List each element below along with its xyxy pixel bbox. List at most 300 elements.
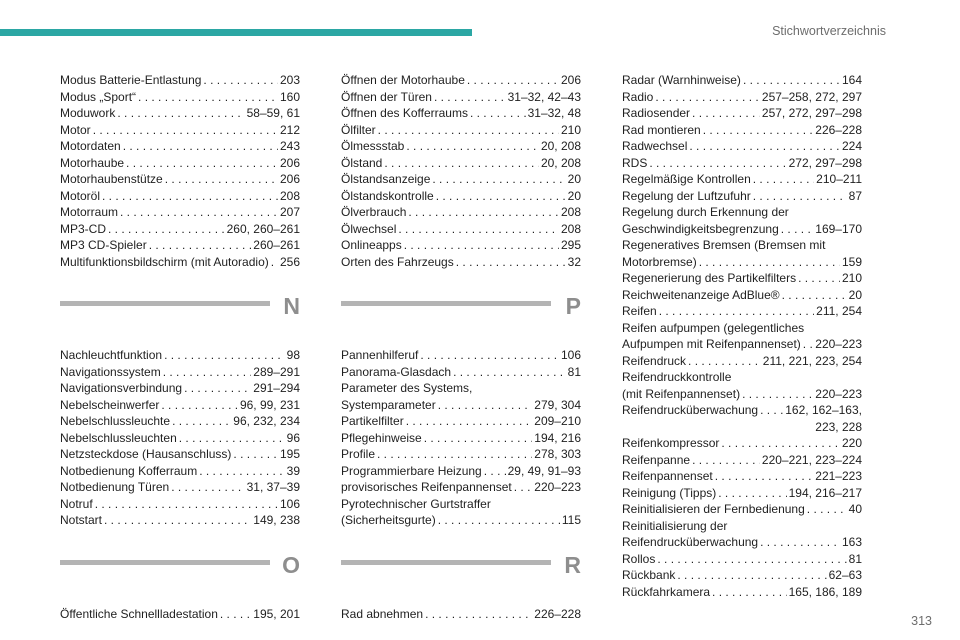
- section-letter: O: [282, 551, 300, 578]
- dot-leader: [753, 188, 847, 205]
- index-entry: [622, 320, 862, 337]
- entry-term: Rollos: [622, 551, 656, 566]
- entry-pages: 279, 304: [534, 397, 581, 412]
- entry-term: Notstart: [60, 513, 103, 527]
- index-entry: [60, 430, 300, 447]
- index-entry: [341, 380, 581, 397]
- entry-term: Reifendruck: [622, 353, 687, 368]
- dot-leader: [199, 463, 284, 480]
- entry-pages: 195, 201: [253, 606, 300, 621]
- entry-pages: 210: [560, 122, 581, 137]
- entry-term: Pannenhilferuf: [341, 348, 419, 362]
- dot-leader: [514, 479, 533, 496]
- section-divider-o: [60, 551, 300, 600]
- entry-term: Rückfahrkamera: [622, 584, 711, 599]
- index-entry: [622, 435, 862, 452]
- index-entry: [622, 254, 862, 271]
- index-entry: [60, 237, 300, 254]
- entry-term: Reifenpanne: [622, 452, 691, 467]
- entry-term: Notruf: [60, 496, 93, 511]
- entry-pages: 194, 216: [534, 430, 581, 445]
- dot-leader: [117, 105, 244, 122]
- index-entry: [341, 430, 581, 447]
- dot-leader: [384, 155, 539, 172]
- entry-pages: 165, 186, 189: [788, 584, 862, 599]
- index-entry: [622, 534, 862, 551]
- entry-pages: 106: [279, 496, 300, 511]
- index-entry: [622, 369, 862, 386]
- dot-leader: [798, 270, 840, 287]
- index-entry: [60, 606, 300, 623]
- entry-term: Nachleuchtfunktion: [60, 348, 163, 362]
- entry-term: Regenerierung des Partikelfilters: [622, 271, 797, 285]
- entry-pages: 31–32, 48: [527, 106, 581, 120]
- entry-pages: 226–228: [815, 122, 862, 137]
- entry-term: Reinitialisieren der Fernbedienung: [622, 502, 805, 516]
- index-entry: [622, 303, 862, 320]
- index-entry: [622, 336, 862, 353]
- dot-leader: [438, 397, 533, 414]
- entry-pages: 209–210: [534, 414, 581, 428]
- entry-pages: 208: [560, 221, 581, 236]
- entry-term: provisorisches Reifenpannenset: [341, 480, 512, 494]
- dot-leader: [432, 171, 565, 188]
- entry-term: Ölmessstab: [341, 139, 405, 153]
- dot-leader: [456, 254, 566, 271]
- index-entry: [60, 138, 300, 155]
- entry-term: Reifenkompressor: [622, 436, 720, 450]
- entry-term: Orten des Fahrzeugs: [341, 254, 454, 269]
- entry-pages: 206: [560, 73, 581, 87]
- entry-pages: 96: [286, 430, 300, 445]
- dot-leader: [434, 89, 506, 106]
- dot-leader: [470, 105, 526, 122]
- entry-term: Panorama-Glasdach: [341, 364, 452, 379]
- entry-pages: 208: [560, 205, 581, 219]
- entry-term: (mit Reifenpannenset): [622, 386, 741, 401]
- section-letter: R: [564, 551, 581, 578]
- index-entry: [341, 204, 581, 221]
- dot-leader: [233, 446, 278, 463]
- entry-term: Radiosender: [622, 106, 691, 120]
- entry-term: RDS: [622, 155, 648, 170]
- dot-leader: [753, 171, 814, 188]
- entry-term: Parameter des Systems,: [341, 381, 473, 395]
- entry-pages: 291–294: [253, 381, 300, 395]
- entry-pages: 226–228: [534, 606, 581, 621]
- dot-leader: [108, 221, 225, 238]
- index-entry: [60, 446, 300, 463]
- entry-term: Profile: [341, 447, 376, 461]
- entry-pages: 58–59, 61: [246, 106, 300, 120]
- entry-pages: 208: [279, 188, 300, 203]
- index-entry: [60, 380, 300, 397]
- index-entry: [622, 485, 862, 502]
- entry-pages: 221–223: [815, 469, 862, 483]
- entry-pages: 87: [848, 188, 862, 203]
- entry-pages: 260, 260–261: [226, 221, 300, 236]
- entry-pages: 163: [841, 535, 862, 549]
- index-entry: [622, 171, 862, 188]
- index-entry: [622, 468, 862, 485]
- entry-term: Regeneratives Bremsen (Bremsen mit: [622, 238, 826, 252]
- index-entry: [60, 254, 300, 271]
- entry-pages: 256: [279, 254, 300, 269]
- entry-term: Öffnen der Türen: [341, 89, 432, 104]
- index-entry: [341, 446, 581, 463]
- entry-pages: 162, 162–163,: [785, 403, 862, 417]
- entry-pages: 81: [567, 364, 581, 379]
- entry-term: Radwechsel: [622, 139, 688, 153]
- index-entry: [622, 122, 862, 139]
- dot-leader: [718, 485, 786, 502]
- index-entry: [622, 567, 862, 584]
- dot-leader: [165, 171, 278, 188]
- index-entry: [60, 397, 300, 414]
- index-entry: [341, 72, 581, 89]
- entry-pages: 106: [560, 348, 581, 362]
- entry-term: Reifenpannenset: [622, 469, 713, 483]
- entry-term: Geschwindigkeitsbegrenzung: [622, 221, 779, 236]
- index-entry: [60, 89, 300, 106]
- dot-leader: [406, 138, 539, 155]
- index-entry: [622, 287, 862, 304]
- index-entry: [341, 105, 581, 122]
- entry-pages: 203: [279, 73, 300, 87]
- entry-term: Motorraum: [60, 205, 119, 219]
- dot-leader: [659, 303, 814, 320]
- dot-leader: [453, 364, 566, 381]
- dot-leader: [807, 501, 847, 518]
- dot-leader: [721, 435, 840, 452]
- entry-term: Radio: [622, 89, 654, 104]
- entry-pages: 149, 238: [253, 513, 300, 527]
- entry-term: Programmierbare Heizung: [341, 463, 482, 478]
- dot-leader: [438, 512, 560, 529]
- entry-term: Aufpumpen mit Reifenpannenset): [622, 337, 801, 351]
- entry-term: Systemparameter: [341, 397, 436, 412]
- dot-leader: [220, 606, 251, 623]
- entry-pages: 220: [841, 436, 862, 450]
- entry-pages: 96, 232, 234: [233, 414, 300, 428]
- entry-term: Modus „Sport“: [60, 89, 137, 104]
- dot-leader: [760, 534, 840, 551]
- entry-pages: 220–221, 223–224: [761, 452, 862, 467]
- entry-pages: 96, 99, 231: [239, 397, 300, 412]
- entry-term: (Sicherheitsgurte): [341, 513, 436, 527]
- dot-leader: [95, 496, 278, 513]
- entry-pages: 194, 216–217: [788, 485, 862, 500]
- dot-leader: [425, 606, 532, 623]
- entry-term: Radar (Warnhinweise): [622, 73, 741, 87]
- index-entry: [622, 584, 862, 601]
- dot-leader: [782, 287, 847, 304]
- index-entry: [341, 122, 581, 139]
- entry-pages: 169–170: [815, 221, 862, 236]
- index-entry: [341, 221, 581, 238]
- entry-pages: 220–223: [534, 480, 581, 494]
- section-divider-p: [341, 293, 581, 341]
- index-entry: [341, 254, 581, 271]
- entry-pages: 32: [567, 254, 581, 269]
- index-entry: [622, 270, 862, 287]
- index-column-2: [341, 72, 581, 622]
- index-entry: [622, 353, 862, 370]
- dot-leader: [171, 479, 244, 496]
- index-entry: [60, 347, 300, 364]
- dot-leader: [120, 204, 278, 221]
- entry-pages: 295: [560, 238, 581, 252]
- entry-term: Ölstand: [341, 155, 383, 170]
- dot-leader: [93, 122, 278, 139]
- entry-term: Motorbremse): [622, 254, 697, 269]
- divider-rule: [60, 301, 270, 306]
- index-entry: [60, 221, 300, 238]
- index-entry: [60, 171, 300, 188]
- entry-pages: 31, 37–39: [246, 480, 300, 494]
- index-entry: [622, 155, 862, 172]
- dot-leader: [742, 386, 813, 403]
- entry-term: Öffnen der Motorhaube: [341, 73, 465, 87]
- index-entry: [341, 171, 581, 188]
- divider-rule: [341, 301, 551, 306]
- entry-pages: 220–223: [815, 386, 862, 401]
- dot-leader: [688, 353, 761, 370]
- entry-pages: 257, 272, 297–298: [761, 106, 862, 120]
- index-entry: [60, 496, 300, 513]
- entry-list-o-cont: [341, 72, 581, 270]
- entry-term: Onlineapps: [341, 238, 402, 252]
- entry-term: Reichweitenanzeige AdBlue®: [622, 287, 780, 302]
- entry-pages: 164: [841, 73, 862, 87]
- index-entry: [622, 501, 862, 518]
- entry-term: Partikelfilter: [341, 414, 404, 428]
- entry-term: Nebelschlussleuchte: [60, 414, 171, 428]
- entry-pages: 224: [841, 139, 862, 153]
- entry-pages: 243: [279, 139, 300, 153]
- index-column-1: [60, 72, 300, 622]
- dot-leader: [781, 221, 814, 238]
- entry-list-r: [341, 606, 581, 623]
- index-entry: [622, 452, 862, 469]
- entry-term: Nebelschlussleuchten: [60, 430, 177, 445]
- index-entry: [341, 413, 581, 430]
- entry-pages: 20, 208: [540, 139, 581, 153]
- index-entry: [341, 237, 581, 254]
- entry-pages: 272, 297–298: [788, 155, 862, 170]
- entry-pages: 20: [567, 172, 581, 186]
- dot-leader: [271, 254, 278, 271]
- entry-term: Öffnen des Kofferraums: [341, 106, 468, 120]
- dot-leader: [803, 336, 814, 353]
- entry-term: Reifendruckkontrolle: [622, 370, 732, 384]
- entry-pages: 210–211: [816, 172, 862, 186]
- dot-leader: [743, 72, 840, 89]
- dot-leader: [203, 72, 278, 89]
- entry-term: Regelung der Luftzufuhr: [622, 188, 751, 203]
- entry-term: Rad montieren: [622, 122, 701, 137]
- entry-list-o: [60, 606, 300, 623]
- entry-term: Navigationsverbindung: [60, 381, 183, 395]
- entry-term: MP3-CD: [60, 221, 107, 236]
- dot-leader: [715, 468, 814, 485]
- entry-pages: 207: [279, 205, 300, 219]
- index-entry: [60, 512, 300, 529]
- index-entry: [341, 479, 581, 496]
- entry-pages: 160: [279, 89, 300, 104]
- index-entry: [341, 364, 581, 381]
- dot-leader: [404, 237, 559, 254]
- index-entry: [341, 138, 581, 155]
- index-entry: [622, 138, 862, 155]
- index-entry: [622, 204, 862, 221]
- entry-term: Notbedienung Türen: [60, 480, 170, 494]
- dot-leader: [163, 364, 252, 381]
- entry-term: Ölstandskontrolle: [341, 188, 434, 203]
- entry-pages: 260–261: [253, 238, 300, 252]
- entry-list-p: [341, 347, 581, 529]
- index-entry: [622, 402, 862, 419]
- entry-pages: 206: [279, 172, 300, 186]
- dot-leader: [123, 138, 278, 155]
- entry-term: Reifen: [622, 304, 657, 318]
- entry-term: Pyrotechnischer Gurtstraffer: [341, 496, 491, 511]
- index-entry: [60, 155, 300, 172]
- entry-pages: 20, 208: [540, 155, 581, 170]
- entry-list-r-cont: [622, 72, 862, 600]
- entry-pages: 220–223: [815, 337, 862, 351]
- entry-term: Motoröl: [60, 188, 101, 203]
- entry-list-n: [60, 347, 300, 529]
- index-entry: [60, 479, 300, 496]
- index-entry: [622, 188, 862, 205]
- entry-term: Regelmäßige Kontrollen: [622, 172, 751, 186]
- dot-leader: [172, 413, 231, 430]
- dot-leader: [703, 122, 814, 139]
- entry-pages: 195: [279, 447, 300, 461]
- entry-term: Reifendrucküberwachung: [622, 535, 759, 549]
- entry-term: Motor: [60, 122, 91, 137]
- dot-leader: [424, 430, 533, 447]
- entry-term: Navigationssystem: [60, 364, 161, 379]
- entry-term: Öffentliche Schnellladestation: [60, 606, 218, 621]
- entry-term: Regelung durch Erkennung der: [622, 205, 789, 219]
- entry-term: Reifendrucküberwachung: [622, 403, 759, 417]
- entry-term: MP3 CD-Spieler: [60, 238, 147, 252]
- entry-pages: 81: [848, 551, 862, 566]
- index-column-3: [622, 72, 862, 600]
- entry-term: Rad abnehmen: [341, 606, 424, 621]
- index-entry: [60, 413, 300, 430]
- entry-pages: 39: [286, 463, 300, 478]
- page-number: 313: [911, 614, 932, 628]
- dot-leader: [102, 188, 278, 205]
- page-header-title: Stichwortverzeichnis: [772, 24, 886, 38]
- entry-term: Pflegehinweise: [341, 430, 422, 445]
- entry-pages: 278, 303: [534, 447, 581, 461]
- entry-term: Reifen aufpumpen (gelegentliches: [622, 320, 805, 335]
- entry-pages: 206: [279, 155, 300, 170]
- index-entry: [622, 105, 862, 122]
- entry-term: Motorhaubenstütze: [60, 172, 163, 186]
- dot-leader: [436, 188, 566, 205]
- dot-leader: [484, 463, 506, 480]
- dot-leader: [692, 105, 760, 122]
- dot-leader: [378, 122, 559, 139]
- entry-pages: 159: [841, 254, 862, 269]
- dot-leader: [164, 347, 285, 364]
- entry-pages: 62–63: [828, 568, 862, 582]
- entry-pages: 211, 221, 223, 254: [762, 353, 862, 368]
- entry-pages: 98: [286, 348, 300, 362]
- index-entry: [60, 204, 300, 221]
- entry-pages: 257–258, 272, 297: [761, 89, 862, 104]
- entry-pages: 210: [841, 271, 862, 285]
- index-entry: [60, 105, 300, 122]
- index-entry: [341, 155, 581, 172]
- dot-leader: [420, 347, 559, 364]
- index-entry: [341, 463, 581, 480]
- dot-leader: [712, 584, 787, 601]
- entry-term: Motorhaube: [60, 155, 125, 170]
- entry-term: Notbedienung Kofferraum: [60, 463, 198, 478]
- section-letter: P: [565, 293, 581, 319]
- dot-leader: [104, 512, 251, 529]
- dot-leader: [655, 89, 760, 106]
- entry-pages: 289–291: [253, 364, 300, 379]
- section-letter: N: [283, 293, 300, 319]
- index-entry: [622, 551, 862, 568]
- index-entry: [341, 89, 581, 106]
- index-entry: [341, 512, 581, 529]
- divider-rule: [341, 560, 551, 565]
- index-entry: [622, 221, 862, 238]
- index-entry: [341, 188, 581, 205]
- dot-leader: [161, 397, 238, 414]
- dot-leader: [649, 155, 786, 172]
- section-divider-r: [341, 551, 581, 600]
- dot-leader: [408, 204, 559, 221]
- index-entry: [622, 89, 862, 106]
- entry-term: Ölwechsel: [341, 221, 397, 236]
- index-entry: [622, 72, 862, 89]
- entry-term: Reinitialisierung der: [622, 518, 728, 533]
- index-entry-continuation: 223, 228: [815, 419, 862, 434]
- index-entry: [341, 496, 581, 513]
- dot-leader: [406, 413, 533, 430]
- dot-leader: [377, 446, 532, 463]
- dot-leader: [126, 155, 278, 172]
- entry-term: Motordaten: [60, 139, 121, 153]
- dot-leader: [677, 567, 826, 584]
- entry-term: Ölverbrauch: [341, 205, 407, 219]
- index-entry: [60, 364, 300, 381]
- entry-pages: 20: [567, 188, 581, 203]
- entry-pages: 211, 254: [816, 304, 862, 318]
- index-entry: [341, 606, 581, 623]
- index-entry: [341, 397, 581, 414]
- dot-leader: [689, 138, 840, 155]
- dot-leader: [179, 430, 285, 447]
- index-entry: [622, 237, 862, 254]
- entry-pages: 29, 49, 91–93: [507, 463, 581, 478]
- entry-term: Reinigung (Tipps): [622, 485, 717, 500]
- section-divider-n: [60, 293, 300, 341]
- entry-pages: 212: [279, 122, 300, 137]
- entry-pages: 20: [848, 287, 862, 302]
- dot-leader: [657, 551, 846, 568]
- entry-term: Netzsteckdose (Hausanschluss): [60, 447, 232, 461]
